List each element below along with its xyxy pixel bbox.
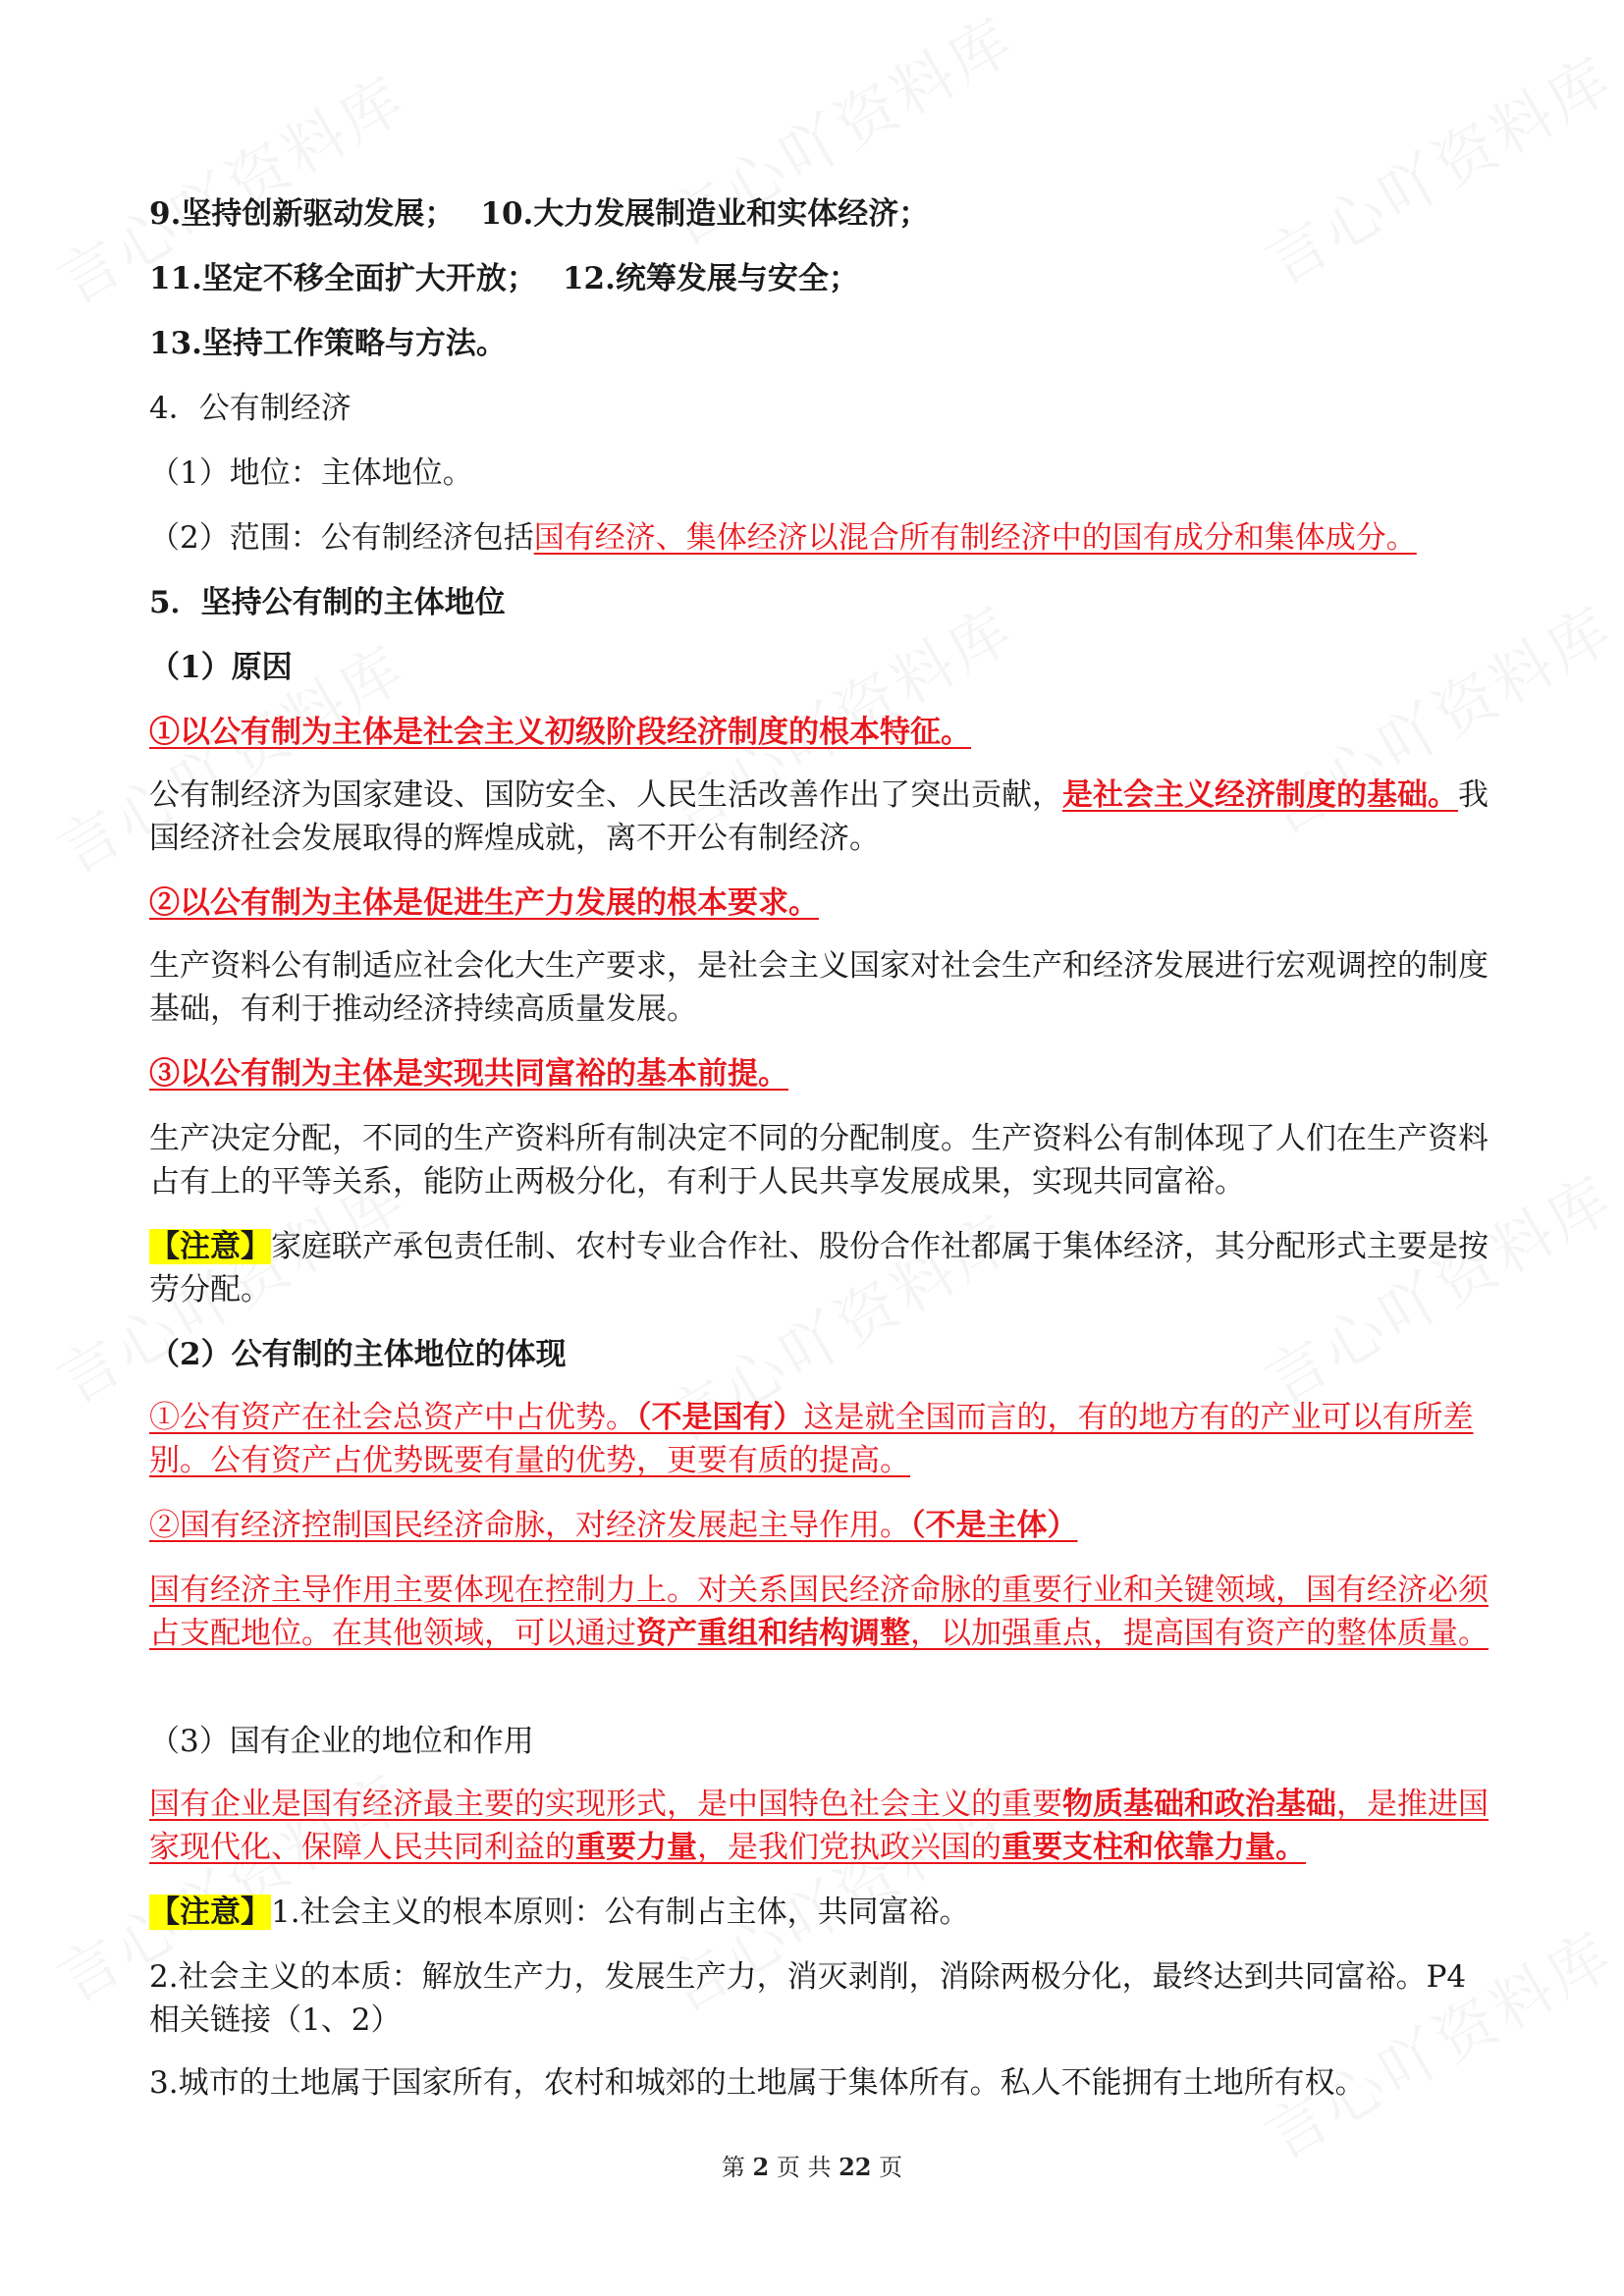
key-point: 国有经济主导作用主要体现在控制力上。对关系国民经济命脉的重要行业和关键领域，国有经济必须占支配地位。在其他领域，可以通过资产重组和结构调整，以加强重点，提高国有资产的整体质量。 [149, 1573, 1489, 1651]
key-point: ①以公有制为主体是社会主义初级阶段经济制度的根本特征。 [149, 715, 971, 750]
note-label: 【注意】 [149, 1895, 271, 1930]
key-point: ②以公有制为主体是促进生产力发展的根本要求。 [149, 885, 819, 921]
paragraph: 生产决定分配，不同的生产资料所有制决定不同的分配制度。生产资料公有制体现了人们在生产资料占有上的平等关系，能防止两极分化，有利于人民共享发展成果，实现共同富裕。 [149, 1121, 1489, 1200]
paragraph: （1）地位：主体地位。 [149, 455, 473, 491]
list-line: 9.坚持创新驱动发展； 10.大力发展制造业和实体经济； [149, 196, 930, 232]
note-paragraph: 【注意】家庭联产承包责任制、农村专业合作社、股份合作社都属于集体经济，其分配形式主要是按劳分配。 [149, 1229, 1489, 1308]
subsection-heading: （2）公有制的主体地位的体现 [149, 1337, 567, 1372]
key-point: 是社会主义经济制度的基础。 [1062, 777, 1458, 813]
paragraph: 生产资料公有制适应社会化大生产要求，是社会主义国家对社会生产和经济发展进行宏观调控的制度基础，有利于推动经济持续高质量发展。 [149, 948, 1489, 1027]
key-point: 国有经济、集体经济以混合所有制经济中的国有成分和集体成分。 [533, 520, 1417, 556]
section-heading: 4．公有制经济 [149, 391, 352, 426]
key-point: ②国有经济控制国民经济命脉，对经济发展起主导作用。（不是主体） [149, 1508, 1078, 1543]
note-label: 【注意】 [149, 1229, 271, 1264]
page-number: 2 [752, 2153, 770, 2181]
page-footer: 第 2 页 共 22 页 [721, 2153, 903, 2181]
note-paragraph: 【注意】1.社会主义的根本原则：公有制占主体，共同富裕。 [149, 1895, 970, 1930]
paragraph: （2）范围：公有制经济包括国有经济、集体经济以混合所有制经济中的国有成分和集体成分。 [149, 520, 1417, 556]
list-line: 11.坚定不移全面扩大开放； 12.统筹发展与安全； [149, 261, 859, 296]
key-point: 国有企业是国有经济最主要的实现形式，是中国特色社会主义的重要物质基础和政治基础，是推进国家现代化、保障人民共同利益的重要力量，是我们党执政兴国的重要支柱和依靠力量。 [149, 1787, 1489, 1865]
section-heading: 5．坚持公有制的主体地位 [149, 585, 506, 620]
key-point: ①公有资产在社会总资产中占优势。（不是国有）这是就全国而言的，有的地方有的产业可以有所差别。公有资产占优势既要有量的优势，更要有质的提高。 [149, 1400, 1474, 1478]
paragraph: 3.城市的土地属于国家所有，农村和城郊的土地属于集体所有。私人不能拥有土地所有权。 [149, 2065, 1366, 2101]
page-total: 22 [839, 2153, 872, 2181]
paragraph: 2.社会主义的本质：解放生产力，发展生产力，消灭剥削，消除两极分化，最终达到共同富裕。P4 相关链接（1、2） [149, 1959, 1467, 2038]
key-point: ③以公有制为主体是实现共同富裕的基本前提。 [149, 1056, 788, 1092]
subsection-heading: （3）国有企业的地位和作用 [149, 1724, 534, 1759]
list-line: 13.坚持工作策略与方法。 [149, 326, 507, 361]
subsection-heading: （1）原因 [149, 650, 293, 685]
paragraph: 公有制经济为国家建设、国防安全、人民生活改善作出了突出贡献，是社会主义经济制度的基础。我国经济社会发展取得的辉煌成就，离不开公有制经济。 [149, 777, 1489, 856]
